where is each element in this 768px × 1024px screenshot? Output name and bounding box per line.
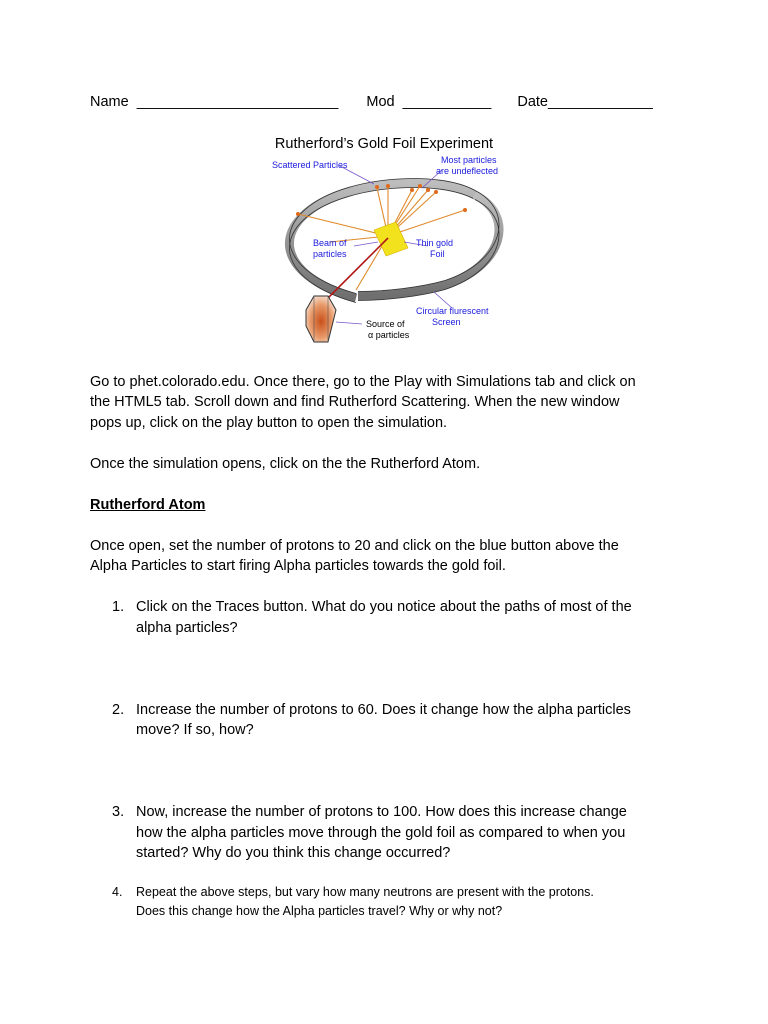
label-most-particles-2: are undeflected [436,166,499,176]
page-title: Rutherford’s Gold Foil Experiment [274,136,494,152]
section-heading: Rutherford Atom [90,497,206,513]
intro-line-1: Go to phet.colorado.edu. Once there, go to the Play with Simulations tab and click on [90,374,636,390]
question-3-number: 3. [112,804,125,820]
question-4-line-2: Does this change how the Alpha particles travel? Why or why not? [136,904,503,918]
question-3-line-1: Now, increase the number of protons to 100. How does this increase change [136,804,627,820]
section-intro-line-1: Once open, set the number of protons to 20 and click on the blue button above the [90,538,619,554]
label-most-particles-1: Most particles [441,155,497,165]
question-1-number: 1. [112,599,125,615]
date-blank: _____________ [548,94,653,110]
mod-blank: ___________ [402,94,492,110]
label-thin-gold-2: Foil [430,249,445,259]
question-3-line-2: how the alpha particles move through the gold foil as compared to when you [136,825,626,841]
question-4-line-1: Repeat the above steps, but vary how many neutrons are present with the protons. [136,885,594,899]
alpha-source [306,296,336,342]
label-beam-1: Beam of [313,238,347,248]
question-1-line-2: alpha particles? [136,620,238,636]
label-screen-1: Circular flurescent [416,306,489,316]
gold-foil-diagram [270,150,510,350]
question-2-line-1: Increase the number of protons to 60. Does it change how the alpha particles [136,702,631,718]
name-blank: _________________________ [136,94,339,110]
label-scattered-particles: Scattered Particles [272,160,348,170]
mod-label: Mod [366,94,395,110]
question-3-line-3: started? Why do you think this change occurred? [136,845,451,861]
intro-line-3: pops up, click on the play button to open the simulation. [90,415,448,431]
section-intro-line-2: Alpha Particles to start firing Alpha particles towards the gold foil. [90,558,506,574]
date-label: Date [517,94,548,110]
label-screen-2: Screen [432,317,461,327]
question-2-number: 2. [112,702,125,718]
question-1-line-1: Click on the Traces button. What do you notice about the paths of most of the [136,599,632,615]
intro-paragraph-2: Once the simulation opens, click on the the Rutherford Atom. [90,456,481,472]
name-label: Name [90,94,129,110]
question-2-line-2: move? If so, how? [136,722,254,738]
label-thin-gold-1: Thin gold [416,238,454,248]
header-row [90,92,653,112]
intro-line-2: the HTML5 tab. Scroll down and find Rutherford Scattering. When the new window [90,394,620,410]
question-4-number: 4. [112,885,123,899]
label-source-1: Source of [366,319,405,329]
label-source-2: α particles [368,330,410,340]
label-beam-2: particles [313,249,347,259]
